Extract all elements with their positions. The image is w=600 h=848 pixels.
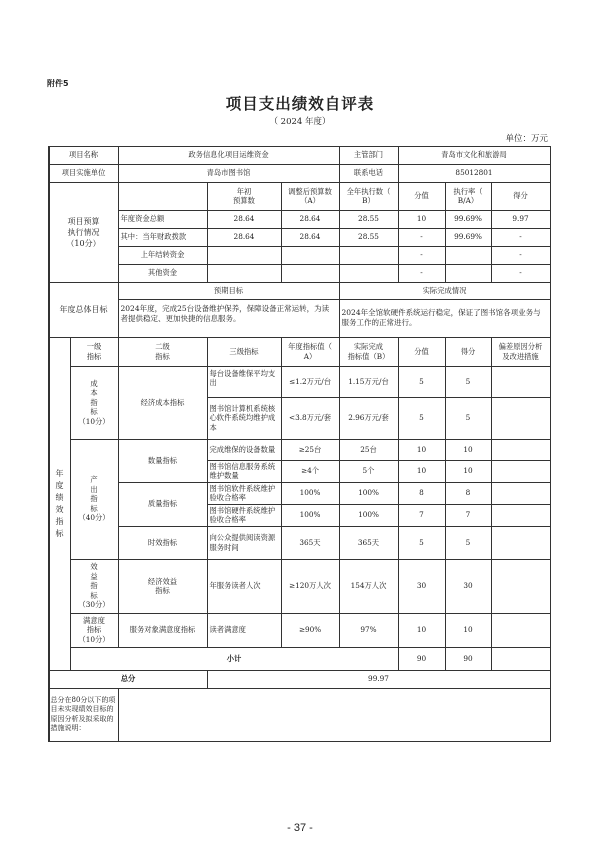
impl-unit-label: 项目实施单位 xyxy=(49,164,119,183)
indicator-row-name: 每台设备维保平均支出 xyxy=(207,366,282,398)
dept-label: 主管部门 xyxy=(339,146,399,165)
indicator-row-actual: 100% xyxy=(339,482,399,505)
budget-cell-score-value: 10 xyxy=(398,210,446,229)
budget-header-initial: 年初 预算数 xyxy=(207,182,282,211)
indicator-header-level3: 三级指标 xyxy=(207,337,282,367)
indicator-row-actual: 365天 xyxy=(339,526,399,560)
budget-cell-score: 9.97 xyxy=(491,210,551,229)
indicator-header-level2: 二级 指标 xyxy=(118,337,208,367)
level2-cost: 经济成本指标 xyxy=(118,366,208,440)
budget-cell-score: - xyxy=(491,246,551,265)
indicator-row-note xyxy=(491,439,551,461)
impl-unit-value: 青岛市图书馆 xyxy=(118,164,340,183)
indicator-row-score-value: 5 xyxy=(398,366,446,398)
budget-cell-initial: 28.64 xyxy=(207,228,282,247)
indicator-row-actual: 5个 xyxy=(339,460,399,483)
indicator-row-target: 100% xyxy=(281,504,340,527)
indicator-header-target: 年度指标值（ A） xyxy=(281,337,340,367)
budget-cell-initial xyxy=(207,246,282,265)
budget-cell-adjusted: 28.64 xyxy=(281,210,340,229)
indicator-row-note xyxy=(491,397,551,440)
level1-cost: 成 本 指 标 （10分） xyxy=(70,366,119,440)
budget-cell-adjusted xyxy=(281,264,340,283)
indicator-row-score: 8 xyxy=(445,482,492,505)
level2-satisfaction: 服务对象满意度指标 xyxy=(118,613,208,648)
actual-goal-header: 实际完成情况 xyxy=(339,282,551,300)
budget-cell-initial: 28.64 xyxy=(207,210,282,229)
explanation-label: 总分在80分以下的项目未实现绩效目标的原因分析及拟采取的措施说明： xyxy=(49,688,119,742)
indicator-row-score: 7 xyxy=(445,504,492,527)
level1-satisfaction: 满意度 指标 （10分） xyxy=(70,613,119,648)
indicator-row-score: 30 xyxy=(445,559,492,614)
indicator-row-name: 图书馆计算机系统核心软件系统均维护成本 xyxy=(207,397,282,440)
indicator-row-target: ≥25台 xyxy=(281,439,340,461)
total-label: 总分 xyxy=(49,670,208,689)
phone-label: 联系电话 xyxy=(339,164,399,183)
actual-goal-text: 2024年全馆软硬件系统运行稳定，保证了图书馆各项业务与服务工作的正常进行。 xyxy=(339,299,551,338)
indicator-header-score: 得分 xyxy=(445,337,492,367)
subtotal-score-value: 90 xyxy=(398,647,446,671)
level2-quality: 质量指标 xyxy=(118,482,208,527)
budget-cell-rate: 99.69% xyxy=(445,228,492,247)
budget-header-adjusted: 调整后预算数 （A） xyxy=(281,182,340,211)
attachment-label: 附件5 xyxy=(47,79,69,88)
indicator-header-deviation: 偏差原因分析 及改进措施 xyxy=(491,337,551,367)
level2-quantity: 数量指标 xyxy=(118,439,208,483)
indicator-row-name: 图书馆软件系统维护验收合格率 xyxy=(207,482,282,505)
unit-label: 单位：万元 xyxy=(505,134,548,144)
budget-cell-score: - xyxy=(491,264,551,283)
indicator-row-note xyxy=(491,366,551,398)
indicator-row-target: <3.8万元/套 xyxy=(281,397,340,440)
budget-cell-score-value: - xyxy=(398,264,446,283)
indicator-row-target: 365天 xyxy=(281,526,340,560)
budget-row-label: 年度资金总额 xyxy=(118,210,208,229)
indicator-header-actual: 实际完成 指标值（B） xyxy=(339,337,399,367)
budget-cell-adjusted xyxy=(281,246,340,265)
indicator-row-score: 5 xyxy=(445,526,492,560)
dept-value: 青岛市文化和旅游局 xyxy=(398,146,551,165)
indicator-row-score: 5 xyxy=(445,397,492,440)
page-title: 项目支出绩效自评表 xyxy=(225,94,375,113)
indicator-row-score: 5 xyxy=(445,366,492,398)
expected-goal-text: 2024年度，完成25台设备维护保养，保障设备正常运转，为读者提供稳定、更加快捷的信息服务。 xyxy=(118,299,340,338)
indicator-header-score-value: 分值 xyxy=(398,337,446,367)
indicator-row-name: 读者满意度 xyxy=(207,613,282,648)
budget-header-blank xyxy=(118,182,208,211)
subtotal-score: 90 xyxy=(445,647,492,671)
project-name-label: 项目名称 xyxy=(49,146,119,165)
phone-value: 85012801 xyxy=(398,164,551,183)
indicator-row-target: ≤1.2万元/台 xyxy=(281,366,340,398)
indicator-row-actual: 25台 xyxy=(339,439,399,461)
indicator-row-score: 10 xyxy=(445,613,492,648)
indicator-row-score-value: 5 xyxy=(398,397,446,440)
indicator-row-actual: 154万人次 xyxy=(339,559,399,614)
year-subtitle: （ 2024 年度） xyxy=(269,117,331,127)
expected-goal-header: 预期目标 xyxy=(118,282,340,300)
indicator-row-score: 10 xyxy=(445,460,492,483)
indicator-row-note xyxy=(491,482,551,505)
indicator-row-target: ≥4个 xyxy=(281,460,340,483)
budget-cell-initial xyxy=(207,264,282,283)
indicator-row-note xyxy=(491,526,551,560)
indicator-row-note xyxy=(491,559,551,614)
indicator-row-note xyxy=(491,460,551,483)
budget-cell-score-value: - xyxy=(398,246,446,265)
budget-header-score: 得分 xyxy=(491,182,551,211)
budget-row-label: 上年结转资金 xyxy=(118,246,208,265)
indicator-row-score-value: 10 xyxy=(398,613,446,648)
indicator-row-actual: 2.96万元/套 xyxy=(339,397,399,440)
budget-cell-executed xyxy=(339,264,399,283)
budget-row-label: 其中：当年财政拨款 xyxy=(118,228,208,247)
total-value: 99.97 xyxy=(207,670,551,689)
indicator-row-score-value: 30 xyxy=(398,559,446,614)
budget-row-label: 其他资金 xyxy=(118,264,208,283)
indicator-row-score-value: 10 xyxy=(398,460,446,483)
indicator-row-score-value: 10 xyxy=(398,439,446,461)
indicator-header-level1: 一级 指标 xyxy=(70,337,119,367)
budget-cell-score: - xyxy=(491,228,551,247)
budget-cell-rate: 99.69% xyxy=(445,210,492,229)
indicators-section-label: 年度绩效指标 xyxy=(49,337,71,671)
indicator-row-name: 年服务读者人次 xyxy=(207,559,282,614)
indicator-row-note xyxy=(491,504,551,527)
indicator-row-target: ≥120万人次 xyxy=(281,559,340,614)
project-name-value: 政务信息化项目运维资金 xyxy=(118,146,340,165)
indicator-row-note xyxy=(491,613,551,648)
explanation-value[interactable] xyxy=(118,688,551,742)
level2-timeliness: 时效指标 xyxy=(118,526,208,560)
level1-output: 产 出 指 标 （40分） xyxy=(70,439,119,560)
budget-header-executed: 全年执行数（ B） xyxy=(339,182,399,211)
budget-cell-rate xyxy=(445,246,492,265)
indicator-row-name: 图书馆硬件系统维护验收合格率 xyxy=(207,504,282,527)
page-number: - 37 - xyxy=(287,822,313,834)
indicator-row-score-value: 8 xyxy=(398,482,446,505)
indicator-row-target: ≥90% xyxy=(281,613,340,648)
indicator-row-actual: 100% xyxy=(339,504,399,527)
budget-cell-executed xyxy=(339,246,399,265)
indicator-row-score-value: 5 xyxy=(398,526,446,560)
subtotal-label: 小计 xyxy=(70,647,399,671)
indicator-row-actual: 1.15万元/台 xyxy=(339,366,399,398)
level1-benefit: 效 益 指 标 （30分） xyxy=(70,559,119,614)
budget-cell-adjusted: 28.64 xyxy=(281,228,340,247)
indicator-row-name: 完成维保的设备数量 xyxy=(207,439,282,461)
indicator-row-score: 10 xyxy=(445,439,492,461)
indicator-row-actual: 97% xyxy=(339,613,399,648)
indicator-row-score-value: 7 xyxy=(398,504,446,527)
budget-header-score-value: 分值 xyxy=(398,182,446,211)
indicator-row-target: 100% xyxy=(281,482,340,505)
budget-section-label: 项目预算 执行情况 （10分） xyxy=(49,182,119,283)
budget-cell-rate xyxy=(445,264,492,283)
annual-goal-label: 年度总体目标 xyxy=(49,282,119,338)
level2-economic-benefit: 经济效益 指标 xyxy=(118,559,208,614)
indicator-row-name: 图书馆信息服务系统维护数量 xyxy=(207,460,282,483)
indicator-row-name: 向公众提供阅读资源服务时间 xyxy=(207,526,282,560)
budget-cell-score-value: - xyxy=(398,228,446,247)
budget-cell-executed: 28.55 xyxy=(339,210,399,229)
budget-cell-executed: 28.55 xyxy=(339,228,399,247)
budget-header-rate: 执行率（ B/A） xyxy=(445,182,492,211)
subtotal-note xyxy=(491,647,551,671)
